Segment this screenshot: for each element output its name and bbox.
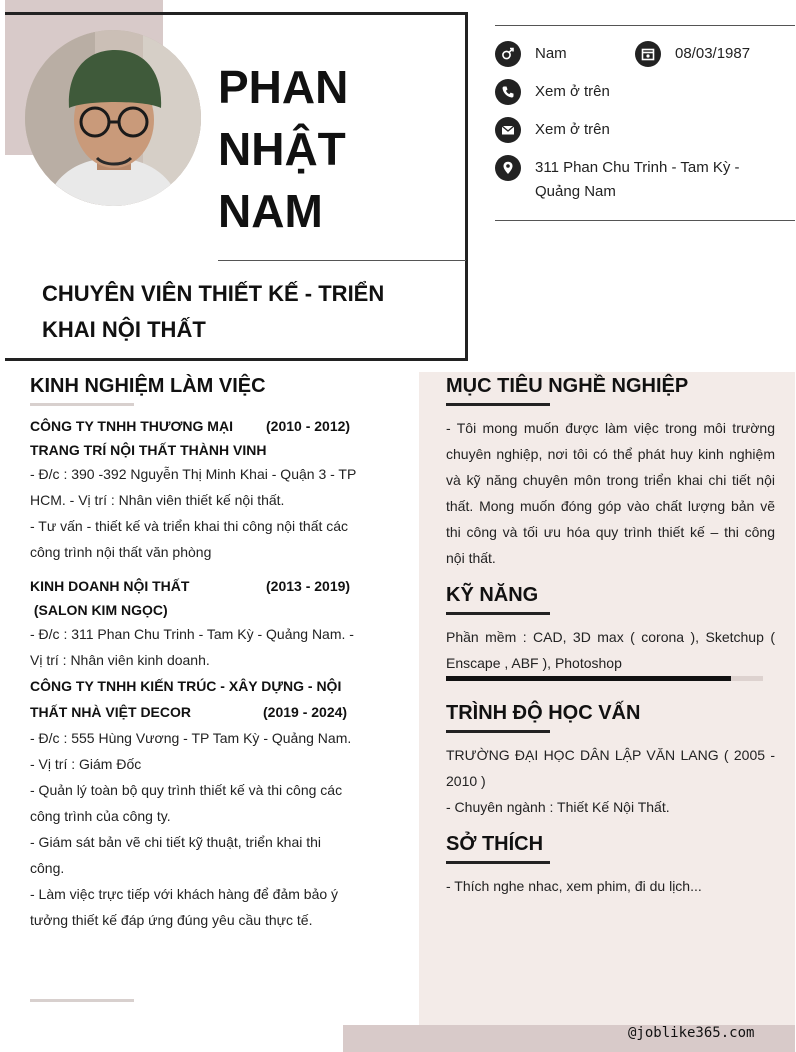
name-divider [218,260,466,261]
experience-bottom-rule [30,999,134,1002]
email-value: Xem ở trên [535,121,610,138]
birthdate-value: 08/03/1987 [675,45,751,62]
job-3-detail-1: - Đ/c : 555 Hùng Vương - TP Tam Kỳ - Quảng Nam. [30,730,352,746]
skill-level-fill [446,676,731,681]
experience-underline [30,403,134,406]
job-3-company-line1: CÔNG TY TNHH KIẾN TRÚC - XÂY DỰNG - NỘI [30,678,342,694]
job-title: CHUYÊN VIÊN THIẾT KẾ - TRIỂN KHAI NỘI THẤT [42,281,385,342]
hobbies-text: - Thích nghe nhac, xem phim, đi du lịch... [446,878,702,894]
job-1-detail-1: - Đ/c : 390 -392 Nguyễn Thị Minh Khai - Quận 3 - TP HCM. - Vị trí : Nhân viên thiết kế nội thất. [30,466,357,508]
skills-underline [446,612,550,615]
mail-icon [495,117,521,143]
phone-icon [495,79,521,105]
hobbies-heading: SỞ THÍCH [446,833,544,855]
job-2-company-line1: KINH DOANH NỘI THẤT [30,578,190,594]
contact-top-divider [495,25,795,26]
gender-icon [495,41,521,67]
contact-bottom-divider [495,220,795,221]
job-2-detail-1: - Đ/c : 311 Phan Chu Trinh - Tam Kỳ - Quảng Nam. - Vị trí : Nhân viên kinh doanh. [30,626,354,668]
job-3-detail-5: - Làm việc trực tiếp với khách hàng để đảm bảo ý tưởng thiết kế đáp ứng đúng yêu cầu thực tế. [30,886,339,928]
job-1-years: (2010 - 2012) [266,418,351,434]
job-1-company-line2: TRANG TRÍ NỘI THẤT THÀNH VINH [30,442,267,458]
name-line-1: PHAN [218,61,349,113]
gender-value: Nam [535,45,567,62]
objective-heading: MỤC TIÊU NGHỀ NGHIỆP [446,375,689,397]
job-1-company-line1: CÔNG TY TNHH THƯƠNG MẠI [30,418,233,434]
education-heading: TRÌNH ĐỘ HỌC VẤN [446,702,641,724]
footer-tag: @joblike365.com [628,1025,755,1041]
education-underline [446,730,550,733]
hobbies-underline [446,861,550,864]
job-3-detail-2: - Vị trí : Giám Đốc [30,756,142,772]
candidate-name [218,56,458,242]
job-3-detail-3: - Quản lý toàn bộ quy trình thiết kế và thi công các công trình của công ty. [30,782,343,824]
name-line-2: NHẬT [218,123,346,175]
experience-heading: KINH NGHIỆM LÀM VIỆC [30,375,266,397]
education-major: - Chuyên ngành : Thiết Kế Nội Thất. [446,799,670,815]
calendar-icon [635,41,661,67]
skills-text: Phần mềm : CAD, 3D max ( corona ), Sketchup ( Enscape , ABF ), Photoshop [446,629,775,671]
education-school: TRƯỜNG ĐẠI HỌC DÂN LẬP VĂN LANG ( 2005 - 2010 ) [446,747,775,789]
job-3-company-line2: THẤT NHÀ VIỆT DECOR [30,704,191,720]
job-3-detail-4: - Giám sát bản vẽ chi tiết kỹ thuật, triển khai thi công. [30,834,322,876]
phone-value: Xem ở trên [535,83,610,100]
job-2-company-line2: (SALON KIM NGỌC) [30,602,168,618]
address-value: 311 Phan Chu Trinh - Tam Kỳ - Quảng Nam [535,159,740,200]
job-3-years: (2019 - 2024) [263,704,348,720]
skills-heading: KỸ NĂNG [446,584,539,606]
objective-text: - Tôi mong muốn được làm việc trong môi trường chuyên nghiệp, nơi tôi có thể phát huy kinh nghiệm và kỹ năng chuyên môn trong triển khai chi tiết nội thất. Mong muốn đóng góp vào chất lượng bản vẽ thi công và tối ưu hóa quy trình thiết kế – thi công nội thất. [446,420,775,566]
job-2-years: (2013 - 2019) [266,578,351,594]
objective-underline [446,403,550,406]
name-line-3: NAM [218,185,323,237]
location-icon [495,155,521,181]
job-1-detail-2: - Tư vấn - thiết kế và triển khai thi công nội thất các công trình nội thất văn phòng [30,518,349,560]
profile-photo [25,30,201,206]
